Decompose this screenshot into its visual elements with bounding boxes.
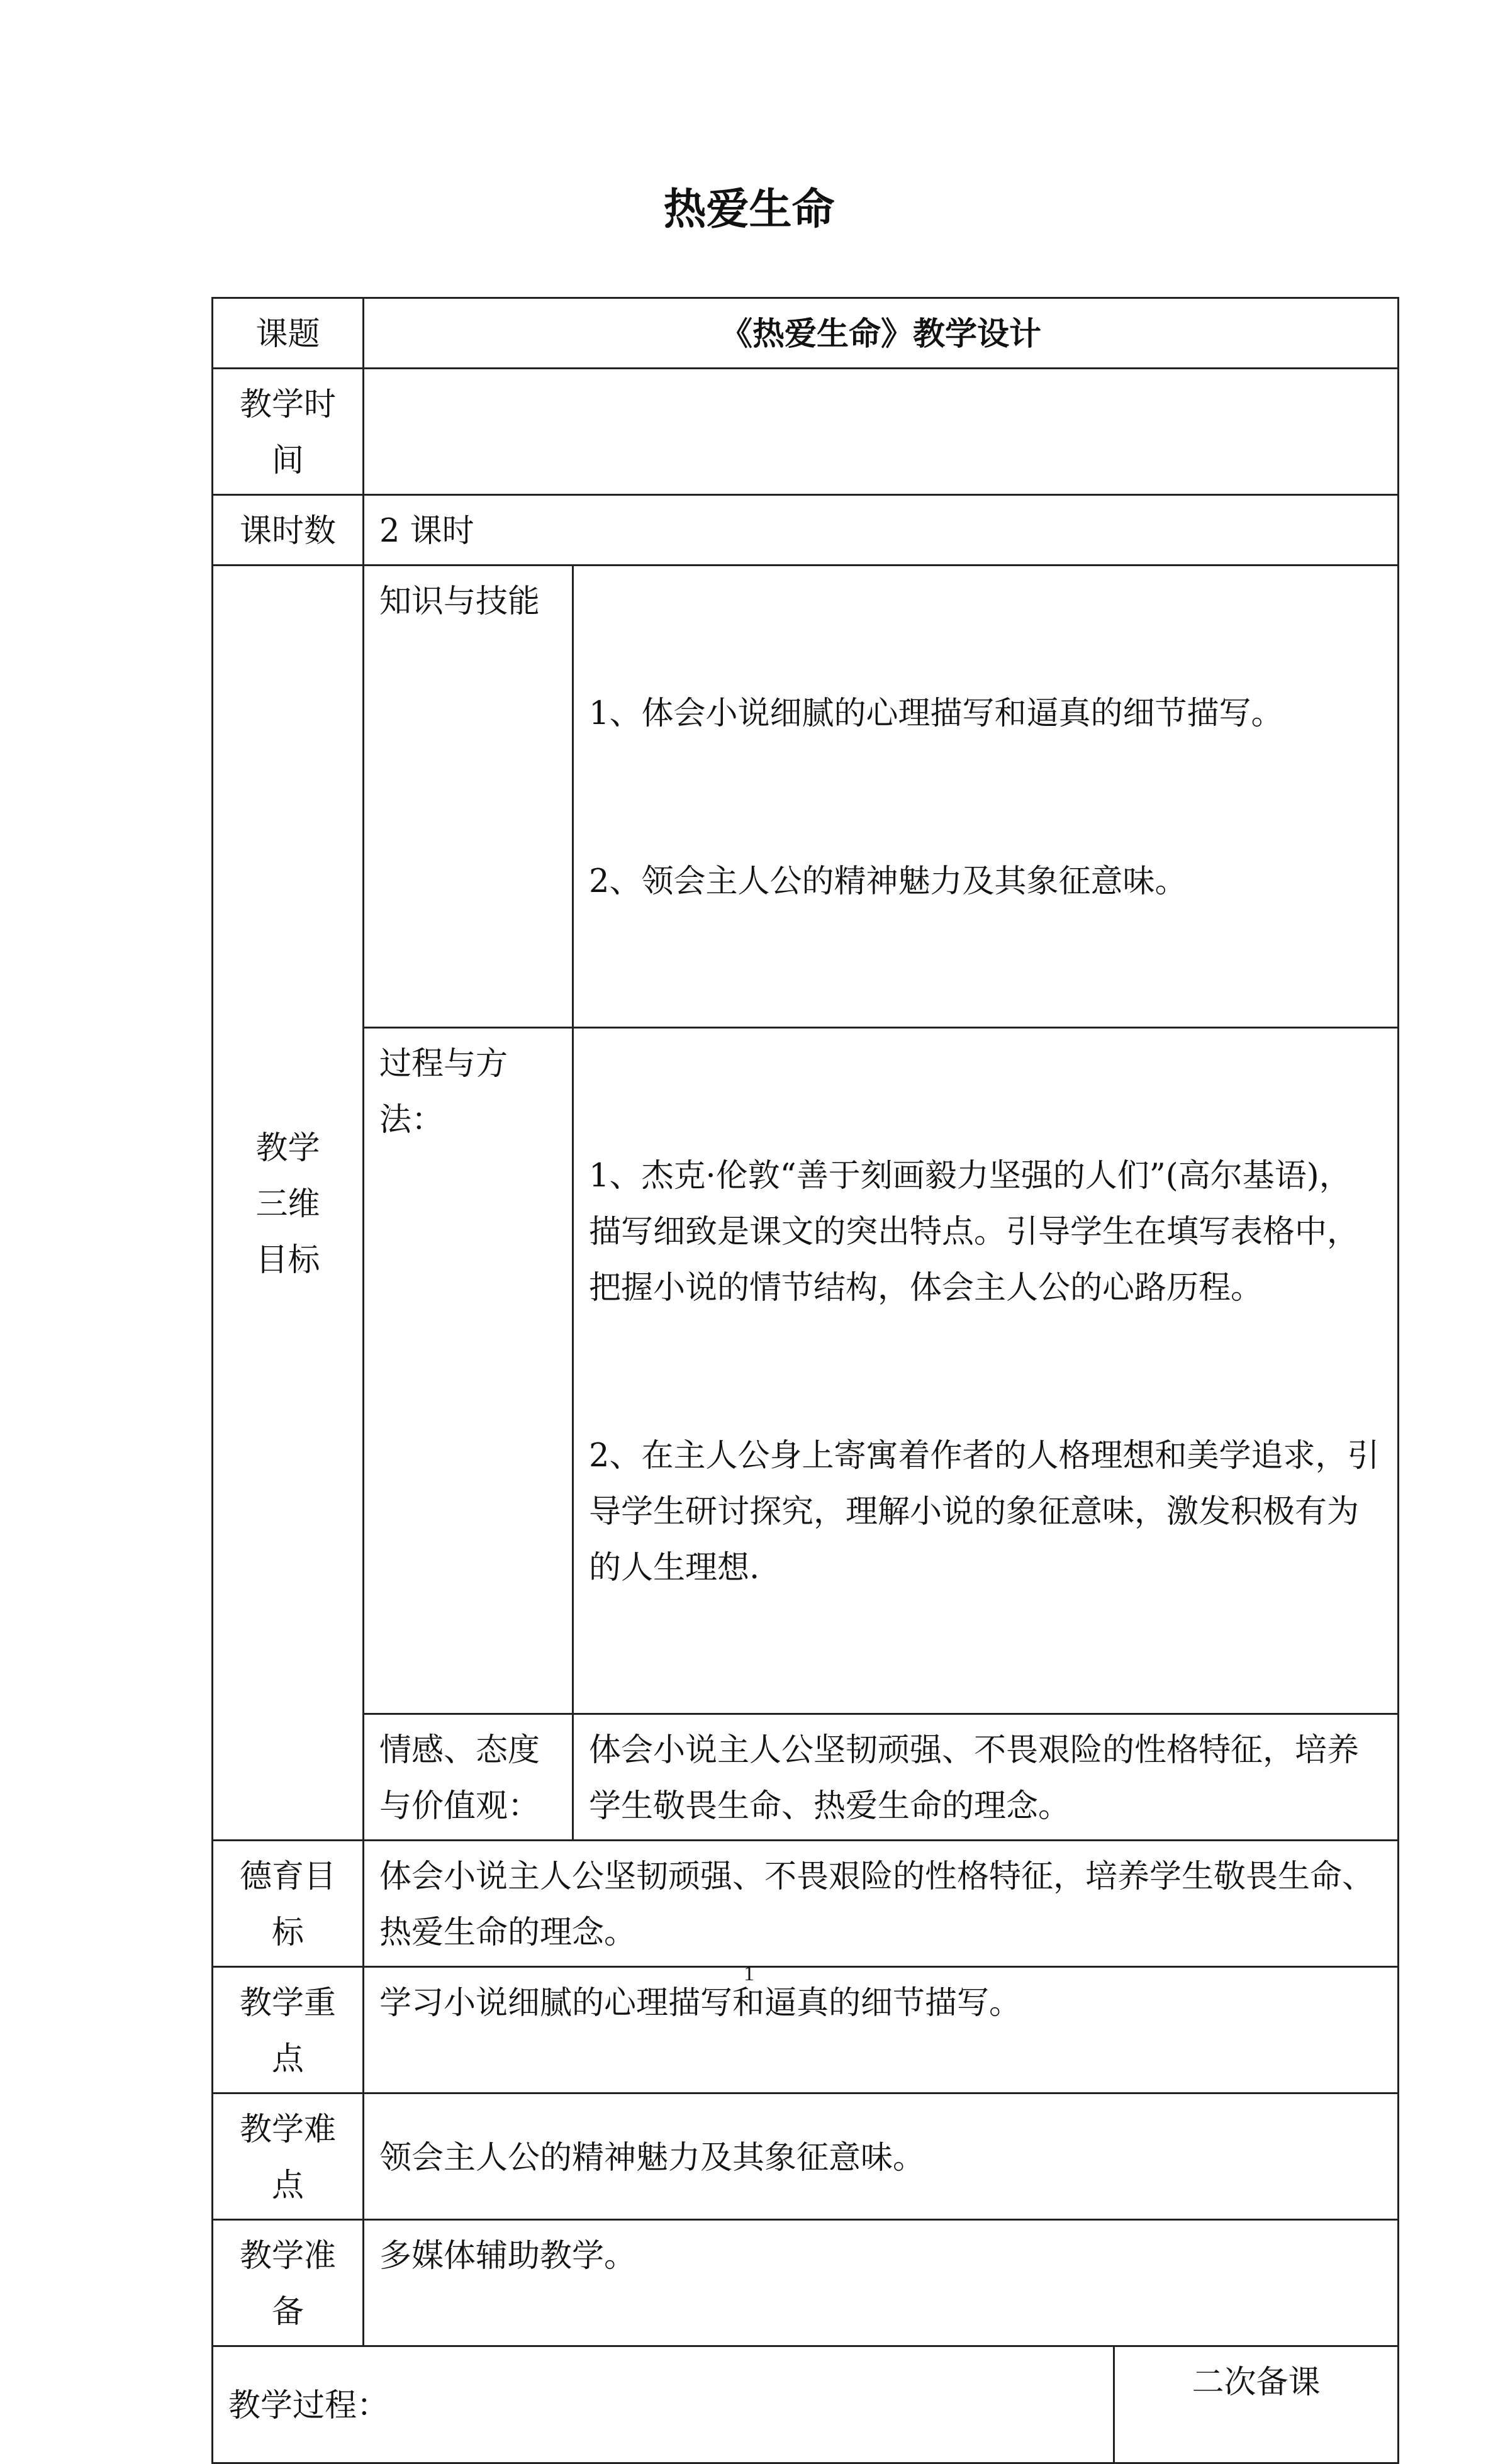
goals-label: 教学 三维 目标 (213, 566, 364, 1841)
lesson-plan-table (211, 297, 1399, 2464)
moral-value: 体会小说主人公坚韧顽强、不畏艰险的性格特征，培养学生敬畏生命、热爱生命的理念。 (364, 1841, 1399, 1967)
page-number: 1 (744, 1962, 754, 1985)
moral-label: 德育目 标 (213, 1841, 364, 1967)
time-label: 教学时 间 (213, 369, 364, 495)
emotion-label: 情感、态度 与价值观： (364, 1714, 573, 1841)
keypoint-label: 教学重 点 (213, 1967, 364, 2093)
row-goals-emotion (213, 1714, 1399, 1841)
row-goals-process (213, 1028, 1399, 1714)
page-title: 热爱生命 (663, 185, 835, 235)
row-difficulty (213, 2093, 1399, 2220)
knowledge-value (573, 566, 1399, 1028)
knowledge-item-2: 2、领会主人公的精神魅力及其象征意味。 (589, 863, 1187, 900)
row-process (213, 2346, 1399, 2463)
time-value (364, 369, 1399, 495)
prep-label: 教学准 备 (213, 2220, 364, 2346)
row-hours (213, 495, 1399, 566)
row-time (213, 369, 1399, 495)
keypoint-value: 学习小说细腻的心理描写和逼真的细节描写。 (364, 1967, 1399, 2093)
process-value (573, 1028, 1399, 1714)
difficulty-value: 领会主人公的精神魅力及其象征意味。 (364, 2093, 1399, 2220)
second-prep-label: 二次备课 (1114, 2346, 1399, 2463)
topic-label: 课题 (213, 298, 364, 369)
row-prep (213, 2220, 1399, 2346)
hours-label: 课时数 (213, 495, 364, 566)
process-row-label: 教学过程： (213, 2346, 1114, 2463)
topic-value: 《热爱生命》教学设计 (364, 298, 1399, 369)
process-item-1: 1、杰克·伦敦“善于刻画毅力坚强的人们”(高尔基语)，描写细致是课文的突出特点。引导学生在填写表格中，把握小说的情节结构，体会主人公的心路历程。 (589, 1157, 1360, 1307)
difficulty-label: 教学难 点 (213, 2093, 364, 2220)
emotion-value: 体会小说主人公坚韧顽强、不畏艰险的性格特征，培养学生敬畏生命、热爱生命的理念。 (573, 1714, 1399, 1841)
prep-value: 多媒体辅助教学。 (364, 2220, 1399, 2346)
knowledge-label: 知识与技能 (364, 566, 573, 1028)
row-moral (213, 1841, 1399, 1967)
knowledge-item-1: 1、体会小说细腻的心理描写和逼真的细节描写。 (589, 695, 1283, 732)
row-topic (213, 298, 1399, 369)
process-item-2: 2、在主人公身上寄寓着作者的人格理想和美学追求，引导学生研讨探究，理解小说的象征意味，激发积极有为的人生理想. (589, 1437, 1380, 1586)
hours-value: 2 课时 (364, 495, 1399, 566)
row-goals-knowledge (213, 566, 1399, 1028)
process-label: 过程与方 法： (364, 1028, 573, 1714)
